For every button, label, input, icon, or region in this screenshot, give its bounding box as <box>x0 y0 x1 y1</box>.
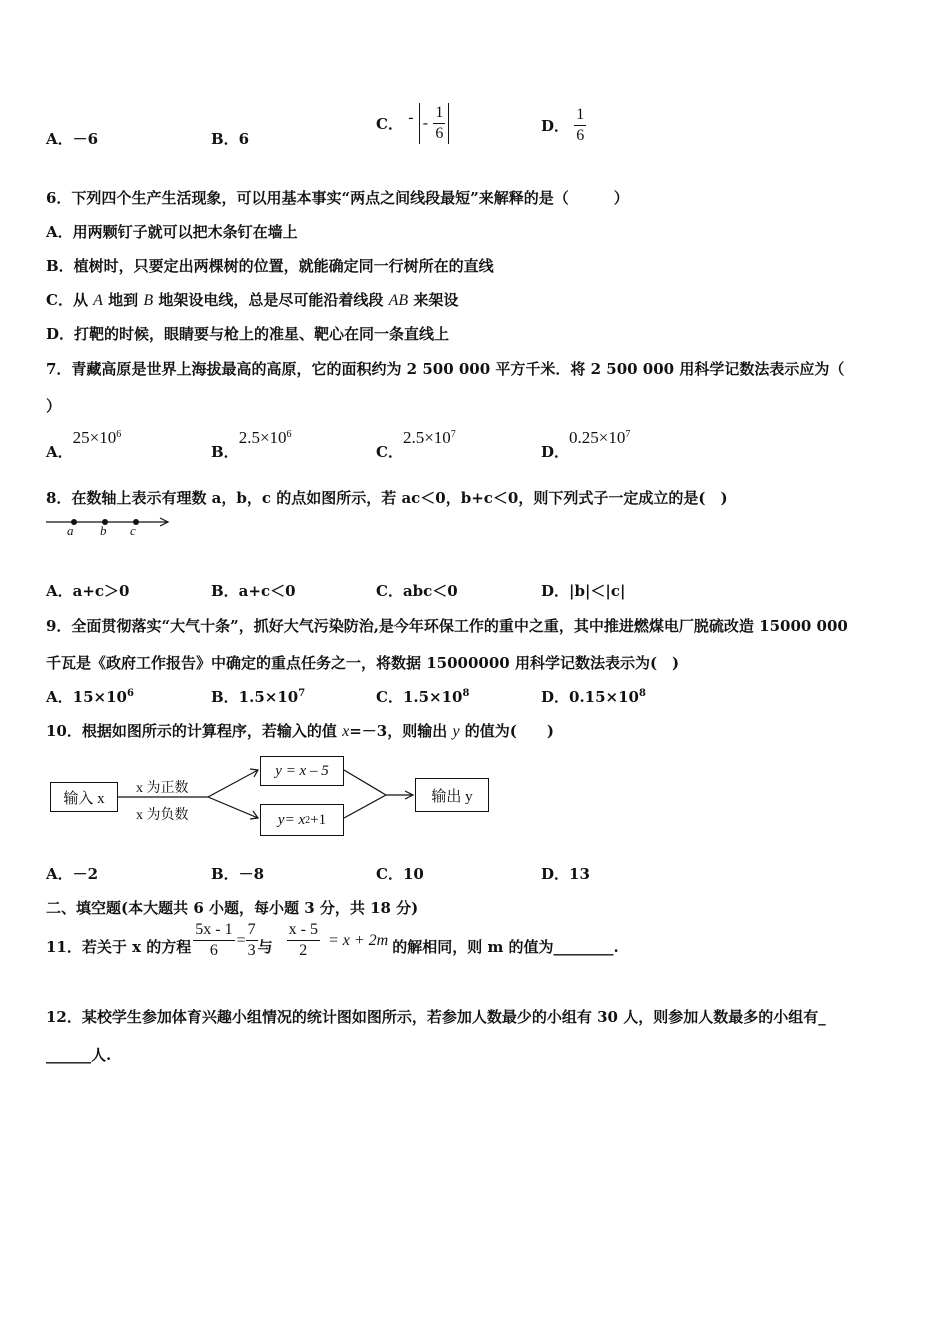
q6-option-d: D．打靶的时候，眼睛要与枪上的准星、靶心在同一条直线上 <box>46 325 450 343</box>
q5-option-d-fraction <box>574 105 586 146</box>
q11-fraction-1-numerator: 5x - 1 <box>193 920 234 941</box>
q9-option-a <box>46 686 134 707</box>
q10-stem-part2: =－3，则输出 <box>349 722 453 740</box>
q8-stem: 8．在数轴上表示有理数 a，b，c 的点如图所示，若 ac＜0，b+c＜0，则下列式子一定成立的是( ) <box>46 489 728 507</box>
q9-stem-line2: 千瓦是《政府工作报告》中确定的重点任务之一，将数据 15000000 用科学记数法表示为( ) <box>46 654 680 672</box>
q9-option-d-base: D．0.15×10 <box>541 688 639 706</box>
q5-option-c-denominator: 6 <box>435 125 444 142</box>
q10-stem-part1: 10．根据如图所示的计算程序，若输入的值 <box>46 722 343 740</box>
q9-option-c-base: C．1.5×10 <box>376 688 463 706</box>
q11-fraction-3 <box>287 920 320 961</box>
q10-var-x: x <box>342 723 350 740</box>
q5-option-c-fraction <box>433 103 445 144</box>
q6-option-c-part2: 地到 <box>102 291 144 309</box>
q11-equals: = <box>236 931 246 949</box>
q11-rhs: = x + 2m <box>327 931 389 949</box>
connector-branch-pos <box>208 770 258 797</box>
q8-option-c: C．abc＜0 <box>376 582 458 600</box>
q5-option-c <box>376 103 449 144</box>
q7-option-a-exponent: 6 <box>116 429 122 440</box>
q6-point-a: A <box>93 292 103 309</box>
formula-negative-part2: +1 <box>310 811 327 828</box>
input-box: 输入 x <box>50 782 118 812</box>
q10-stem <box>46 720 554 741</box>
q11-fraction-2-denominator: 3 <box>247 942 256 959</box>
q8-option-a: A．a+c＞0 <box>46 582 130 600</box>
q7-option-c <box>376 427 456 461</box>
q7-stem-end: ） <box>46 397 62 415</box>
q5-option-c-numerator: 1 <box>433 103 445 124</box>
q9-option-a-exponent: 6 <box>126 688 134 699</box>
point-a-label: a <box>67 523 74 538</box>
q5-option-c-label: C． <box>376 115 403 133</box>
q11-fraction-1 <box>193 920 234 961</box>
q7-option-a <box>46 427 122 461</box>
q10-option-d: D．13 <box>541 865 590 883</box>
q5-option-d <box>541 105 586 146</box>
q9-option-d <box>541 686 646 707</box>
q5-option-b: B．6 <box>211 130 250 148</box>
q6-point-b: B <box>143 292 154 309</box>
connector-branch-neg <box>208 797 258 818</box>
q10-option-c: C．10 <box>376 865 424 883</box>
q6-option-a: A．用两颗钉子就可以把木条钉在墙上 <box>46 223 298 241</box>
q7-stem: 7．青藏高原是世界上海拔最高的高原，它的面积约为 2 500 000 平方千米．将 2 500 000 用科学记数法表示应为（ <box>46 360 845 378</box>
q6-option-b: B．植树时，只要定出两棵树的位置，就能确定同一行树所在的直线 <box>46 257 494 275</box>
q7-option-d-exponent: 7 <box>625 429 631 440</box>
q5-option-c-sign: - <box>408 109 414 126</box>
q7-option-b-label: B． <box>211 443 239 461</box>
q9-option-c-exponent: 8 <box>462 688 470 699</box>
q9-option-b-base: B．1.5×10 <box>211 688 299 706</box>
q10-stem-part3: 的值为( ) <box>459 722 554 740</box>
q7-option-d <box>541 427 631 461</box>
formula-negative-part1: y= x <box>277 811 306 828</box>
q10-option-b: B．－8 <box>211 865 265 883</box>
q11-fraction-1-denominator: 6 <box>209 942 218 959</box>
q5-option-c-abs <box>419 103 450 144</box>
number-line-svg <box>44 512 174 542</box>
q9-option-b <box>211 686 305 707</box>
point-c-label: c <box>130 523 136 538</box>
q6-option-c <box>46 289 458 310</box>
q7-option-c-base: 2.5×10 <box>402 428 451 447</box>
q11-fraction-2 <box>246 920 258 961</box>
q11-prefix: 11．若关于 x 的方程 <box>46 938 192 956</box>
q9-option-a-base: A．15×10 <box>46 688 127 706</box>
q7-option-a-base: 25×10 <box>72 428 117 447</box>
formula-negative-exponent: 2 <box>305 814 311 826</box>
q8-option-b: B．a+c＜0 <box>211 582 296 600</box>
q12-stem-line2: ______人. <box>46 1046 112 1064</box>
q9-option-c <box>376 686 469 707</box>
q5-option-c-inner-sign: - <box>422 114 429 132</box>
q7-option-c-label: C． <box>376 443 403 461</box>
q7-option-c-exponent: 7 <box>450 429 456 440</box>
connector-merge-pos <box>344 770 386 795</box>
q6-option-c-part4: 来架设 <box>408 291 459 309</box>
q6-stem: 6．下列四个生产生活现象，可以用基本事实“两点之间线段最短”来解释的是（ ） <box>46 189 629 207</box>
q11-fraction-2-numerator: 7 <box>246 920 258 941</box>
q7-option-b <box>211 427 292 461</box>
formula-negative-box <box>260 804 344 836</box>
q5-option-d-denominator: 6 <box>576 127 585 144</box>
q11-fraction-3-denominator: 2 <box>299 942 308 959</box>
q11-and: 与 <box>257 938 273 956</box>
q7-option-b-base: 2.5×10 <box>238 428 287 447</box>
output-box: 输出 y <box>415 778 489 812</box>
q5-option-d-numerator: 1 <box>574 105 586 126</box>
q8-option-d: D．|b|＜|c| <box>541 582 626 600</box>
number-line-figure <box>44 512 174 542</box>
q9-option-b-exponent: 7 <box>298 688 306 699</box>
q11-fraction-3-numerator: x - 5 <box>287 920 320 941</box>
q9-stem-line1: 9．全面贯彻落实“大气十条”，抓好大气污染防治,是今年环保工作的重中之重，其中推进燃煤电厂脱硫改造 15000 000 <box>46 617 848 635</box>
branch-positive-label: x 为正数 <box>136 781 189 796</box>
flowchart-figure <box>40 750 500 840</box>
q10-var-y: y <box>452 723 460 740</box>
q11-stem <box>46 920 619 961</box>
branch-negative-label: x 为负数 <box>136 808 189 823</box>
point-b-label: b <box>100 523 107 538</box>
q6-option-c-part3: 地架设电线，总是尽可能沿着线段 <box>153 291 389 309</box>
q9-option-d-exponent: 8 <box>638 688 646 699</box>
q10-option-a: A．－2 <box>46 865 99 883</box>
q5-option-a: A．－6 <box>46 130 99 148</box>
q7-option-d-label: D． <box>541 443 570 461</box>
q7-option-a-label: A． <box>46 443 73 461</box>
q11-suffix: 的解相同，则 m 的值为________. <box>392 938 619 956</box>
q7-option-b-exponent: 6 <box>286 429 292 440</box>
q5-option-d-label: D． <box>541 117 570 135</box>
formula-positive-box: y = x – 5 <box>260 756 344 786</box>
connector-merge-neg <box>344 795 386 818</box>
q7-option-d-base: 0.25×10 <box>569 428 626 447</box>
q6-segment-ab: AB <box>388 292 409 309</box>
section-2-title: 二、填空题(本大题共 6 小题，每小题 3 分，共 18 分) <box>46 899 419 917</box>
q6-option-c-part1: C．从 <box>46 291 94 309</box>
q12-stem-line1: 12．某校学生参加体育兴趣小组情况的统计图如图所示，若参加人数最少的小组有 30 人，则参加人数最多的小组有_ <box>46 1008 826 1026</box>
